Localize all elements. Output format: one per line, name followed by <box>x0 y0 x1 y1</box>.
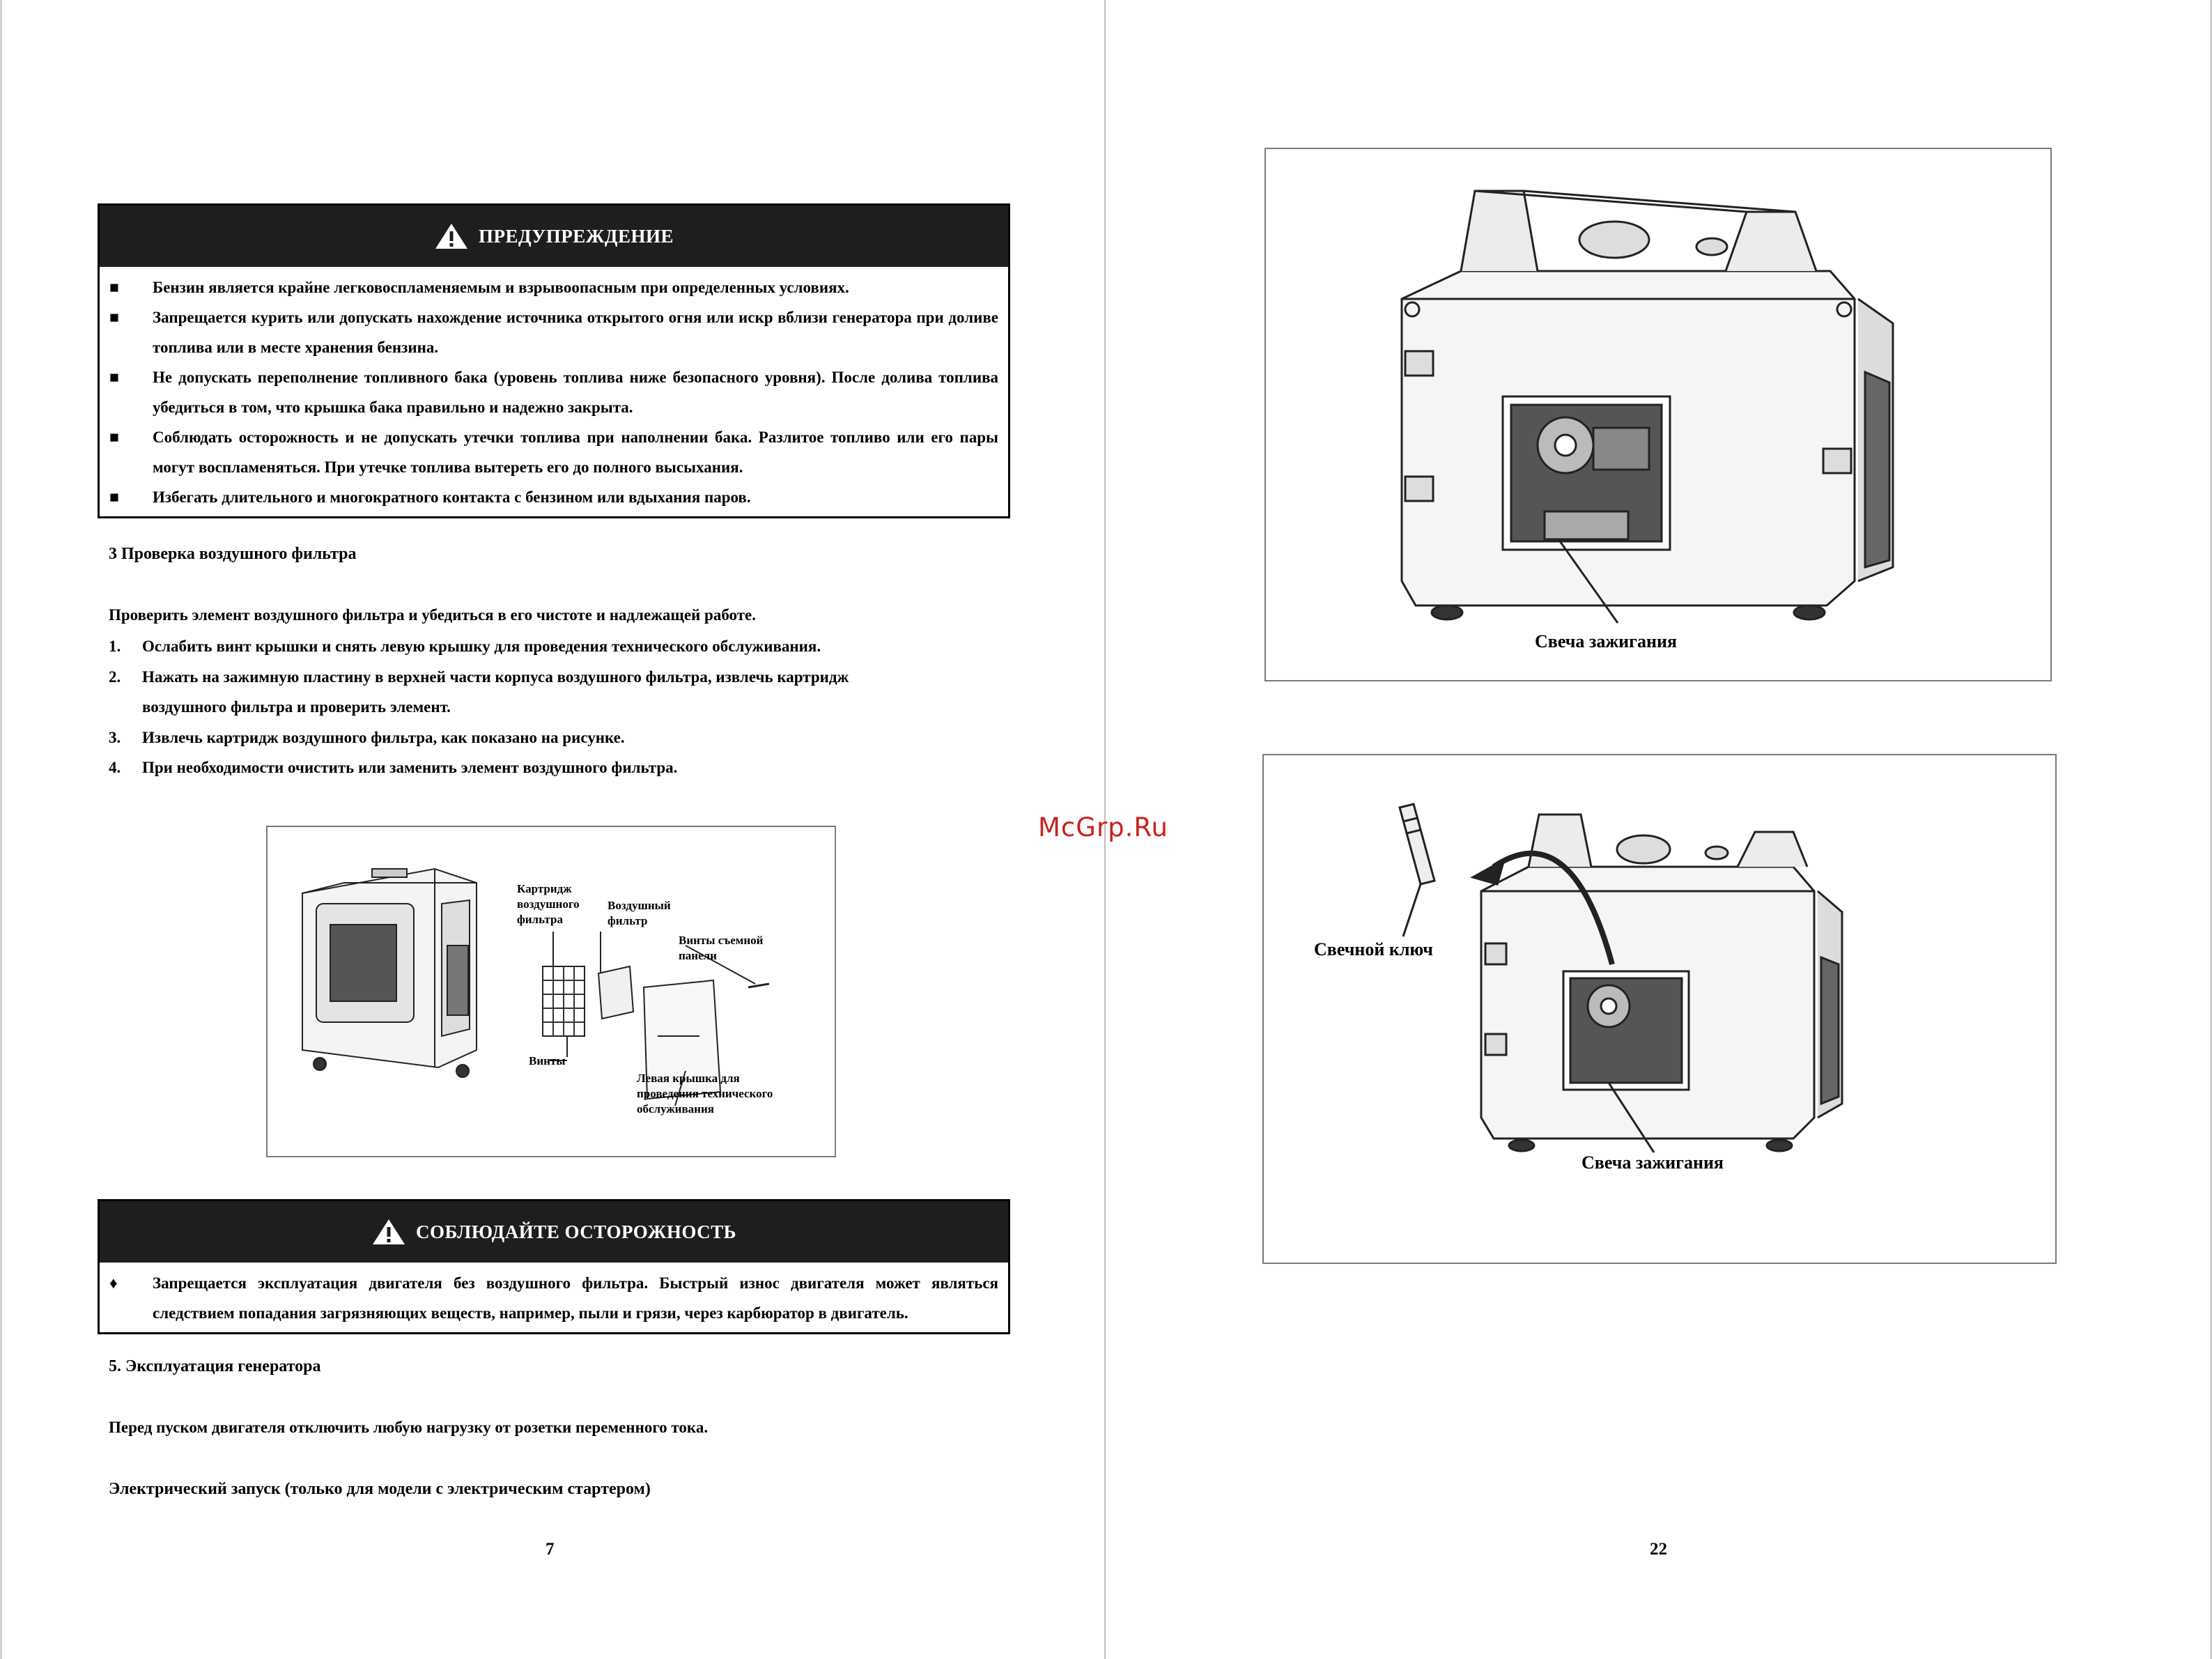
caution-title: СОБЛЮДАЙТЕ ОСТОРОЖНОСТЬ <box>415 1221 737 1242</box>
label-panel-screws: Винты съемной панели <box>679 934 764 962</box>
step-item: 4. При необходимости очистить или заменить элемент воздушного фильтра. <box>109 759 678 776</box>
left-page <box>0 0 1104 1659</box>
section-3-intro: Проверить элемент воздушного фильтра и убедиться в его чистоте и надлежащей работе. <box>109 606 756 624</box>
spark-plug-wrench-label: Свечной ключ <box>1314 939 1433 959</box>
step-item: 2. Нажать на зажимную пластину в верхней части корпуса воздушного фильтра, извлечь картридж воздушного фильтра и проверить элемент. <box>109 668 849 716</box>
warning-triangle-icon <box>434 222 469 250</box>
steps-list <box>109 631 945 783</box>
electric-start-heading: Электрический запуск (только для модели с электрическим стартером) <box>109 1480 651 1498</box>
caution-item: ♦ Запрещается эксплуатация двигателя без воздушного фильтра. Быстрый износ двигателя может являться следствием попадания загрязняющих веществ, например, пыли и грязи, через карбюратор в двигатель. <box>109 1274 998 1322</box>
caution-list <box>100 1263 1008 1332</box>
section-5-text: Перед пуском двигателя отключить любую нагрузку от розетки переменного тока. <box>109 1419 709 1436</box>
warning-item: ■ Бензин является крайне легковоспламеняемым и взрывоопасным при определенных условиях. <box>109 279 849 296</box>
generator-wrench-illustration <box>1264 755 2055 1263</box>
warning-list <box>100 267 1008 516</box>
spark-plug-figure <box>1264 148 2052 681</box>
caution-header <box>100 1201 1008 1263</box>
caution-box <box>98 1199 1010 1334</box>
warning-item: ■ Соблюдать осторожность и не допускать утечки топлива при наполнении бака. Разлитое топливо или его пары могут воспламеняться. При утечке топлива вытереть его до полного высыхания. <box>109 429 998 476</box>
watermark: McGrp.Ru <box>1038 812 1168 842</box>
spark-plug-wrench-figure <box>1262 754 2057 1264</box>
label-cartridge: Картридж воздушного фильтра <box>517 882 580 926</box>
page-number-right: 22 <box>1650 1540 1667 1559</box>
air-filter-figure <box>266 826 836 1157</box>
warning-box <box>98 203 1010 518</box>
step-item: 3. Извлечь картридж воздушного фильтра, как показано на рисунке. <box>109 728 625 746</box>
warning-header <box>100 206 1008 267</box>
label-screws: Винты <box>529 1054 566 1067</box>
section-5-heading: 5. Эксплуатация генератора <box>109 1357 321 1375</box>
label-left-cover: Левая крышка для проведения технического обслуживания <box>637 1072 773 1116</box>
warning-triangle-icon <box>371 1218 406 1246</box>
label-air-filter: Воздушный фильтр <box>608 899 671 927</box>
spark-plug-caption-2: Свеча зажигания <box>1581 1152 1724 1173</box>
spark-plug-caption: Свеча зажигания <box>1535 631 1677 651</box>
page-edge <box>0 0 2 1659</box>
warning-item: ■ Не допускать переполнение топливного бака (уровень топлива ниже безопасного уровня). После долива топлива убедиться в том, что крышка бака правильно и надежно закрыта. <box>109 369 998 416</box>
right-page <box>1106 0 2212 1659</box>
page-number-left: 7 <box>546 1540 555 1559</box>
warning-title: ПРЕДУПРЕЖДЕНИЕ <box>478 225 674 247</box>
section-3-heading: 3 Проверка воздушного фильтра <box>109 545 357 563</box>
generator-illustration <box>1266 149 2050 680</box>
warning-item: ■ Избегать длительного и многократного контакта с бензином или вдыхания паров. <box>109 488 751 506</box>
step-item: 1. Ослабить винт крышки и снять левую крышку для проведения технического обслуживания. <box>109 638 821 655</box>
warning-item: ■ Запрещается курить или допускать нахождение источника открытого огня или искр вблизи генератора при доливе топлива или в месте хранения бензина. <box>109 309 998 356</box>
